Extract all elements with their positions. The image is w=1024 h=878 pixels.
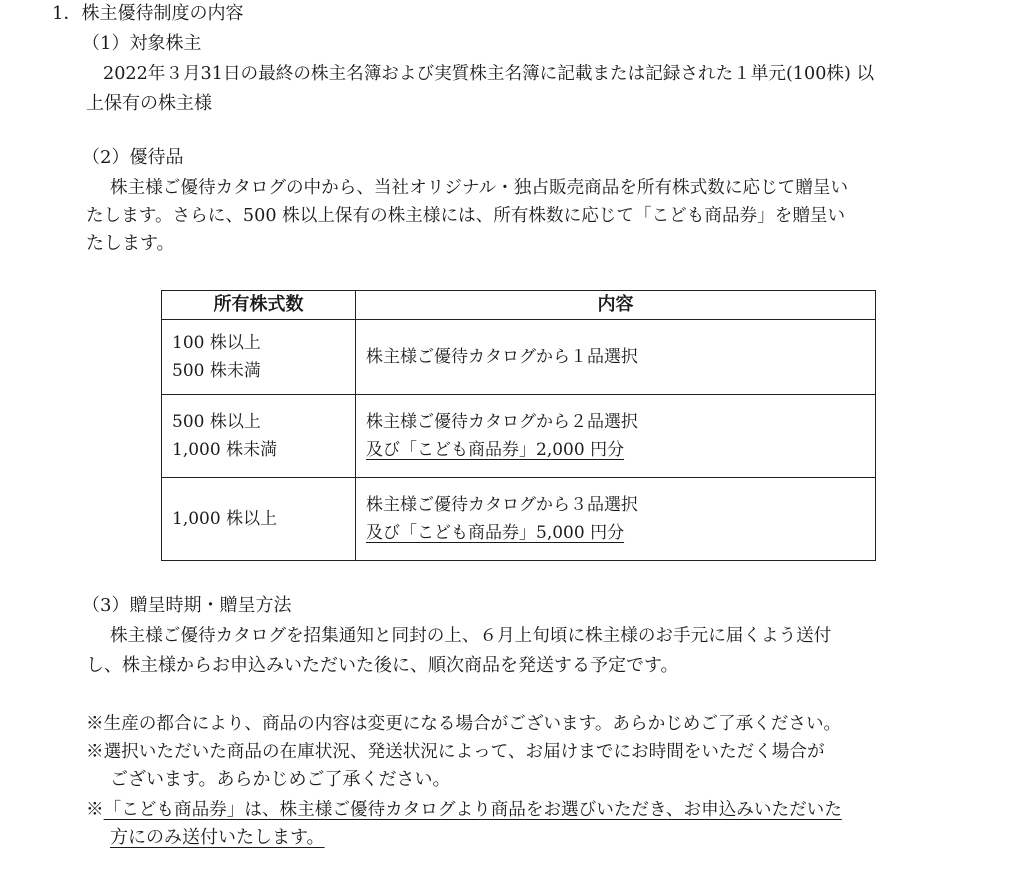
content-cell [356, 320, 876, 395]
shares-line: 100 株以上 [172, 333, 261, 353]
benefit-table [161, 290, 876, 561]
shares-cell [162, 478, 356, 561]
target-text-line2: 上保有の株主様 [86, 93, 212, 114]
content-cell [356, 395, 876, 478]
note-3-line1 [86, 796, 842, 824]
content-line: 株主様ご優待カタログから２品選択 [366, 412, 638, 432]
table-row [162, 478, 876, 561]
note-2-line1: ※選択いただいた商品の在庫状況、発送状況によって、お届けまでにお時間をいただく場合が [86, 742, 825, 762]
note-3-text: 「こども商品券」は、株主様ご優待カタログより商品をお選びいただき、お申込みいただいた [103, 800, 842, 820]
target-text-line1: 2022年３月31日の最終の株主名簿および実質株主名簿に記載または記録された１単元(100株) 以 [103, 64, 875, 84]
benefit-text-line2: たします。さらに、500 株以上保有の株主様には、所有株数に応じて「こども商品券」を贈呈い [86, 206, 846, 226]
benefit-text-line3: たします。 [86, 233, 175, 254]
shares-cell [162, 395, 356, 478]
header-content: 内容 [356, 291, 876, 320]
target-heading: （1）対象株主 [82, 33, 202, 54]
shares-line: 500 株以上 [172, 412, 261, 432]
note-3-mark: ※ [86, 800, 104, 820]
content-cell [356, 478, 876, 561]
timing-text-line2: し、株主様からお申込みいただいた後に、順次商品を発送する予定です。 [86, 655, 679, 676]
note-1: ※生産の都合により、商品の内容は変更になる場合がございます。あらかじめご了承ください。 [86, 714, 842, 734]
timing-heading: （3）贈呈時期・贈呈方法 [82, 595, 292, 616]
table-row [162, 320, 876, 395]
table-row [162, 395, 876, 478]
note-2-line2: ございます。あらかじめご了承ください。 [110, 769, 451, 790]
gift-voucher-line: 及び「こども商品券」2,000 円分 [366, 440, 625, 460]
benefit-text-line1: 株主様ご優待カタログの中から、当社オリジナル・独占販売商品を所有株式数に応じて贈呈い [110, 178, 849, 198]
shares-cell [162, 320, 356, 395]
table-header-row [162, 291, 876, 320]
gift-voucher-line: 及び「こども商品券」5,000 円分 [366, 523, 625, 543]
benefit-heading: （2）優待品 [82, 147, 184, 168]
shares-line: 500 株未満 [172, 361, 261, 381]
content-line: 株主様ご優待カタログから３品選択 [366, 495, 638, 515]
note-3-line2: 方にのみ送付いたします。 [110, 827, 325, 848]
section-title: 1．株主優待制度の内容 [52, 3, 244, 24]
shares-line: 1,000 株以上 [172, 509, 278, 529]
header-shares: 所有株式数 [162, 291, 356, 320]
shares-line: 1,000 株未満 [172, 440, 278, 460]
timing-text-line1: 株主様ご優待カタログを招集通知と同封の上、６月上旬頃に株主様のお手元に届くよう送付 [110, 626, 832, 646]
content-line: 株主様ご優待カタログから１品選択 [366, 347, 638, 367]
